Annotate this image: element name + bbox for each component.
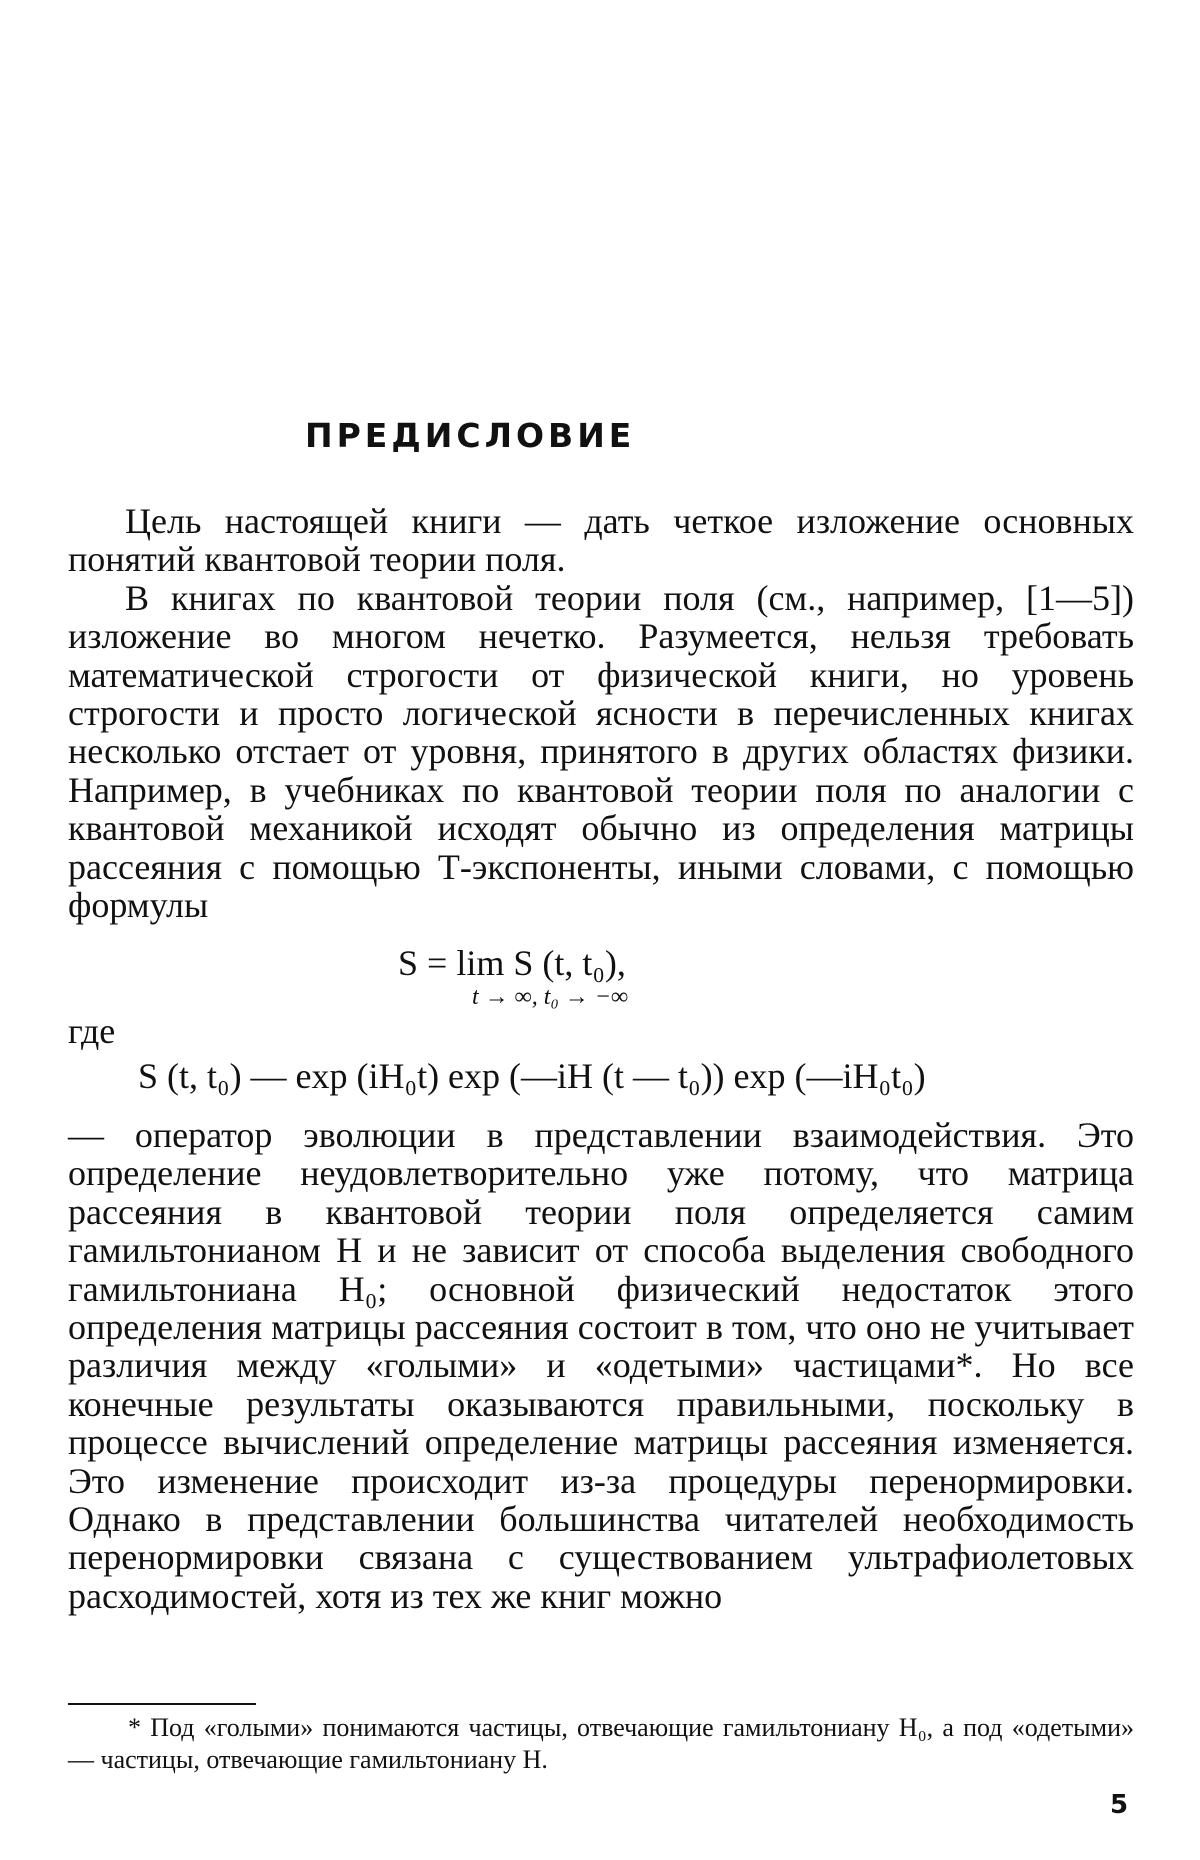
- paragraph-1: Цель настоящей книги — дать четкое изложение основных понятий квантовой теории поля.: [68, 501, 1134, 580]
- equation-s-limit-subscript: t → ∞, t₀ → −∞: [472, 984, 629, 1010]
- paragraph-3: — оператор эволюции в представлении взаимодействия. Это определение неудовлетворительно уже потому, что матрица рассеяния в квантовой теории поля определяется самим гамильтонианом H и не зависит от способа выделения свободного гамильтониана H₀; основной физический недостаток этого определения матрицы рассеяния состоит в том, что оно не учитывает различия между «голыми» и «одетыми» частицами*. Но все конечные результаты оказываются правильными, поскольку в процессе вычислений определение матрицы рассеяния изменяется. Это изменение происходит из-за процедуры перенормировки. Однако в представлении большинства читателей необходимость перенормировки связана с существованием ультрафиолетовых расходимостей, хотя из тех же книг можно: [68, 1115, 1134, 1616]
- equation-s-limit: [398, 942, 629, 1010]
- page-number: 5: [1110, 1790, 1129, 1820]
- footnote-rule: [68, 1703, 256, 1705]
- footnote-text: * Под «голыми» понимаются частицы, отвечающие гамильтониану H₀, а под «одетыми» — частицы, отвечающие гамильтониану H.: [68, 1713, 1134, 1774]
- body-text-bottom: [68, 1116, 1134, 1615]
- where-word: где: [68, 1011, 116, 1051]
- equation-evolution-operator: S (t, t₀) — exp (iH₀t) exp (—iH (t — t₀)) exp (—iH₀t₀): [138, 1056, 926, 1096]
- chapter-heading: ПРЕДИСЛОВИЕ: [305, 416, 636, 455]
- equation-s-limit-main: S = lim S (t, t₀),: [398, 943, 626, 983]
- body-text-top: [68, 502, 1134, 924]
- paragraph-2: В книгах по квантовой теории поля (см., например, [1—5]) изложение во многом нечетко. Разумеется, нельзя требовать математической строгости от физической книги, но уровень строгости и просто логической ясности в перечисленных книгах несколько отстает от уровня, принятого в других областях физики. Например, в учебниках по квантовой теории поля по аналогии с квантовой механикой исходят обычно из определения матрицы рассеяния с помощью Т-экспоненты, иными словами, с помощью формулы: [68, 577, 1134, 926]
- footnote: [68, 1712, 1134, 1776]
